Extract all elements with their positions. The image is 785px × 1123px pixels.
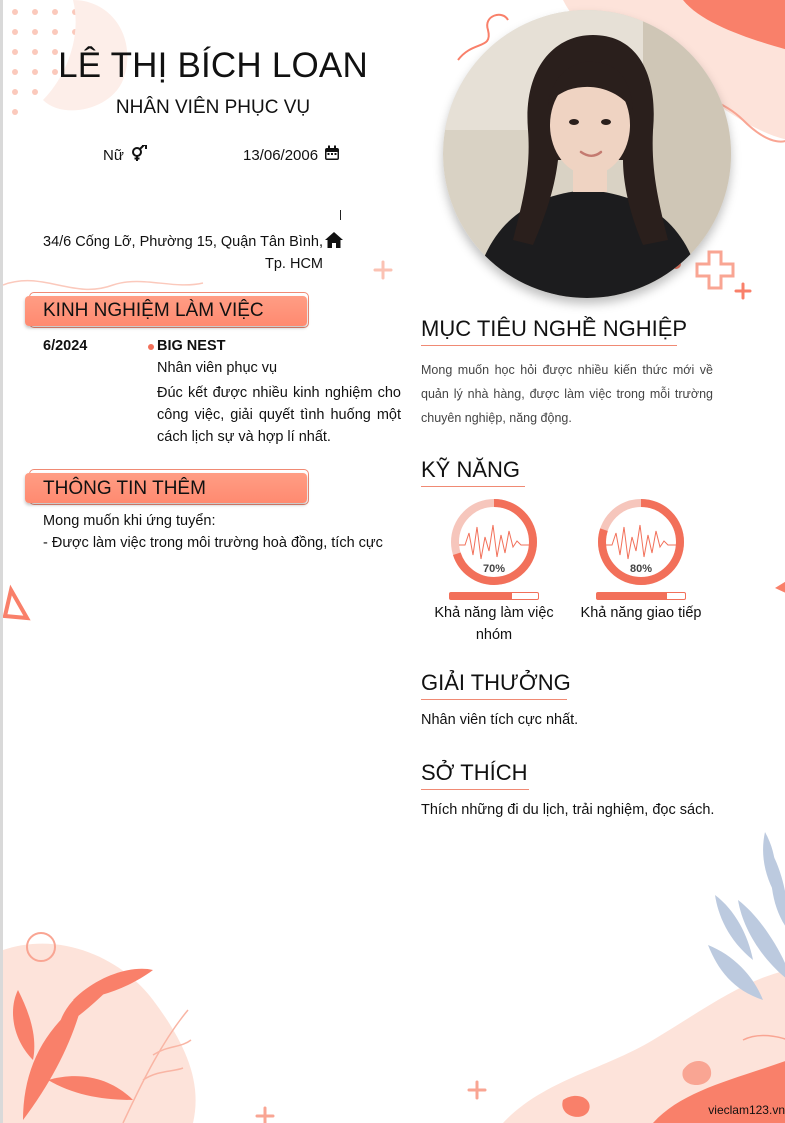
experience-company: BIG NEST: [157, 338, 226, 354]
dob-value: 13/06/2006: [243, 146, 319, 164]
skill-1-bar-fill: [450, 593, 512, 599]
skills-heading: KỸ NĂNG: [421, 457, 521, 482]
skill-2-bar: [596, 592, 686, 600]
experience-date: 6/2024: [43, 338, 88, 354]
dob-field: [243, 145, 340, 165]
skill-2-bar-fill: [597, 593, 667, 599]
experience-description: Đúc kết được nhiều kinh nghiệm cho công việc, giải quyết tình huống một cách lịch sự và hợp lí nhất.: [157, 385, 401, 445]
experience-heading: KINH NGHIỆM LÀM VIỆC: [43, 300, 264, 321]
skill-2-name: Khả năng giao tiếp: [580, 605, 702, 621]
extra-heading: THÔNG TIN THÊM: [43, 478, 206, 499]
extra-line-2: - Được làm việc trong môi trường hoà đồng, tích cực: [43, 535, 383, 551]
gender-field: [103, 145, 148, 165]
job-title: NHÂN VIÊN PHỤC VỤ: [115, 97, 311, 118]
objective-underline: [421, 345, 677, 346]
candidate-name: LÊ THỊ BÍCH LOAN: [58, 46, 368, 85]
awards-heading: GIẢI THƯỞNG: [421, 670, 571, 695]
bullet-dot: [148, 344, 154, 350]
objective-text: Mong muốn học hỏi được nhiều kiến thức mới về quản lý nhà hàng, được làm việc trong mỗi trường chuyên nghiệp, năng động.: [421, 363, 713, 425]
hobbies-underline: [421, 789, 529, 790]
skill-1-name: Khả năng làm việc nhóm: [434, 605, 554, 643]
home-icon: [325, 232, 343, 253]
skill-1-percent: 70%: [482, 563, 506, 575]
footer-brand: vieclam123.vn: [708, 1103, 785, 1117]
gender-value: Nữ: [103, 146, 124, 164]
gender-icon: [130, 145, 148, 165]
hobbies-heading: SỞ THÍCH: [421, 760, 528, 785]
awards-text: Nhân viên tích cực nhất.: [421, 712, 579, 728]
experience-position: Nhân viên phục vụ: [157, 360, 278, 376]
extra-line-1: Mong muốn khi ứng tuyển:: [43, 513, 216, 529]
calendar-icon: [324, 145, 340, 165]
skills-underline: [421, 486, 525, 487]
objective-heading: MỤC TIÊU NGHỀ NGHIỆP: [421, 316, 688, 341]
address-value: 34/6 Cống Lỡ, Phường 15, Quận Tân Bình, Tp. HCM: [43, 234, 323, 272]
skill-gauge-2: [596, 497, 686, 587]
skill-2-percent: 80%: [629, 563, 653, 575]
hobbies-text: Thích những đi du lịch, trải nghiệm, đọc sách.: [421, 802, 715, 818]
divider-mark: [340, 210, 341, 220]
profile-photo: [443, 10, 731, 298]
awards-underline: [421, 699, 567, 700]
skill-gauge-1: [449, 497, 539, 587]
skill-1-bar: [449, 592, 539, 600]
